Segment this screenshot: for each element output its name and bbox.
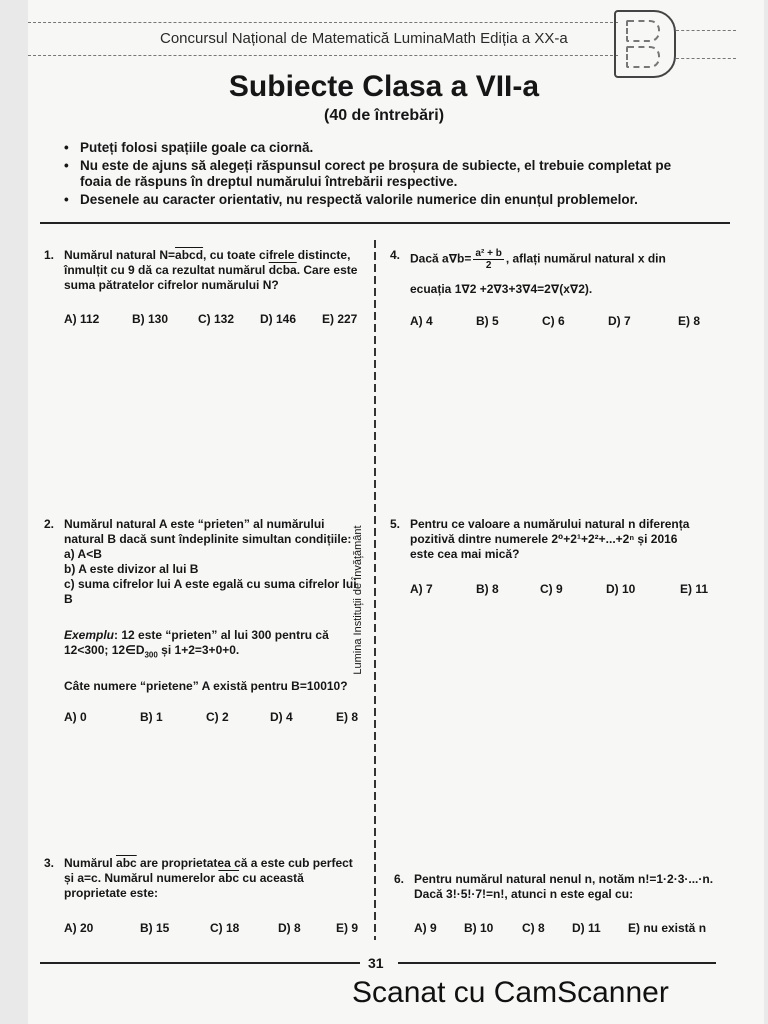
answer-option[interactable]: A) 7: [410, 582, 433, 596]
answer-option[interactable]: D) 7: [608, 314, 631, 328]
answer-option[interactable]: D) 4: [270, 710, 293, 724]
question-text: Numărul natural N=: [64, 248, 176, 262]
answer-option[interactable]: C) 132: [198, 312, 235, 326]
answer-option[interactable]: C) 18: [210, 921, 240, 935]
page-number: 31: [368, 955, 384, 971]
answer-option[interactable]: B) 15: [140, 921, 170, 935]
answer-option[interactable]: D) 8: [278, 921, 301, 935]
question-3: [44, 856, 364, 901]
fraction-denominator: 2: [485, 260, 492, 271]
column-divider: [374, 240, 376, 940]
header-right-rule-2: [676, 58, 736, 59]
question-text: Dacă 3!·5!·7!=n!, atunci n este egal cu:: [414, 887, 634, 901]
answer-option[interactable]: C) 9: [540, 582, 563, 596]
answer-option[interactable]: E) 227: [322, 312, 358, 326]
answer-option[interactable]: B) 8: [476, 582, 499, 596]
overlined-number: $\overline{abc}$: [116, 856, 137, 870]
question-5: [390, 517, 710, 562]
answer-option[interactable]: A) 9: [414, 921, 437, 935]
answer-options-q6: [414, 921, 714, 937]
footer-rule-left: [40, 962, 360, 964]
answer-option[interactable]: E) 8: [336, 710, 359, 724]
footer-rule-right: [398, 962, 716, 964]
example-text: : 12 este “prieten” al lui 300 pentru că 12<300; 12∈D: [64, 628, 329, 657]
question-1: [44, 248, 364, 293]
answer-options-q3: [64, 921, 364, 937]
rule-item: • Nu este de ajuns să alegeți răspunsul corect pe broșura de subiecte, el trebuie completat pe foaia de răspuns în dreptul numărului întrebării respective.: [64, 158, 704, 190]
question-2-example: [64, 628, 364, 662]
condition-c: c) suma cifrelor lui A este egală cu suma cifrelor lui B: [64, 577, 357, 606]
rule-item: • Desenele au caracter orientativ, nu respectă valorile numerice din enunțul problemelor.: [64, 192, 704, 208]
answer-option[interactable]: E) nu există n: [628, 921, 707, 935]
question-text: Pentru ce valoare a numărului natural n diferența: [410, 517, 690, 531]
scanner-watermark: Scanat cu CamScanner: [352, 976, 669, 1009]
question-text: . Care este suma pătratelor cifrelor numărului N?: [64, 263, 358, 292]
answer-option[interactable]: E) 11: [680, 582, 709, 596]
question-number: 5.: [390, 517, 401, 531]
answer-options-q4: [410, 314, 710, 330]
answer-option[interactable]: A) 4: [410, 314, 433, 328]
question-text: Numărul: [64, 856, 117, 870]
page-title: Subiecte Clasa a VII-a: [228, 70, 540, 103]
answer-options-q2: [64, 710, 364, 726]
question-text: pozitivă dintre numerele 2⁰+2¹+2²+...+2ⁿ și 2016: [410, 532, 678, 546]
question-2: [44, 517, 364, 607]
answer-option[interactable]: D) 11: [572, 921, 601, 935]
answer-option[interactable]: B) 5: [476, 314, 499, 328]
header-right-rule: [676, 30, 736, 31]
answer-option[interactable]: C) 8: [522, 921, 545, 935]
answer-option[interactable]: B) 10: [464, 921, 494, 935]
question-text: este cea mai mică?: [410, 547, 520, 561]
example-text: și 1+2=3+0+0.: [157, 643, 240, 657]
question-text: , aflați numărul natural x din: [505, 251, 666, 266]
question-number: 4.: [390, 248, 401, 262]
answer-option[interactable]: A) 20: [64, 921, 94, 935]
question-number: 3.: [44, 856, 55, 870]
question-text: cu această proprietate este:: [64, 871, 304, 900]
fraction: [473, 248, 503, 271]
question-text: , cu toate cifrele distincte, înmulțit cu 9 dă ca rezultat numărul: [64, 248, 351, 277]
answer-option[interactable]: A) 0: [64, 710, 87, 724]
question-text: Numărul natural A este “prieten” al numărului natural B dacă sunt îndeplinite simultan condițiile:: [64, 517, 352, 546]
answer-option[interactable]: E) 9: [336, 921, 359, 935]
question-4: [390, 248, 710, 271]
question-text: are proprietatea că a este cub perfect și a=c. Numărul numerelor: [64, 856, 353, 885]
rules-list: [64, 140, 704, 210]
condition-a: a) A<B: [64, 547, 102, 561]
divisor-subscript: 300: [144, 650, 158, 660]
question-text: Pentru numărul natural nenul n, notăm n!=1·2·3·...·n.: [414, 872, 714, 886]
question-text: Dacă a∇b=: [410, 251, 472, 266]
answer-option[interactable]: D) 10: [606, 582, 636, 596]
condition-b: b) A este divizor al lui B: [64, 562, 199, 576]
section-b-logo: [614, 10, 676, 78]
question-6: [394, 872, 714, 902]
publisher-side-label: Lumina Instituții de Învățământ: [352, 525, 364, 675]
overlined-number: $\overline{abc}$: [218, 871, 240, 885]
fraction-numerator: a² + b: [475, 248, 502, 259]
answer-option[interactable]: A) 112: [64, 312, 100, 326]
section-divider: [40, 222, 730, 224]
contest-title: Concursul Național de Matematică LuminaMath Ediția a XX-a: [160, 30, 568, 47]
question-number: 6.: [394, 872, 405, 886]
answer-option[interactable]: C) 6: [542, 314, 565, 328]
rule-item: • Puteți folosi spațiile goale ca ciornă.: [64, 140, 704, 156]
question-2-ask: Câte numere “prietene” A există pentru B=10010?: [64, 679, 348, 693]
question-number: 1.: [44, 248, 55, 262]
question-number: 2.: [44, 517, 55, 531]
answer-option[interactable]: E) 8: [678, 314, 701, 328]
header-bottom-rule: [28, 55, 618, 56]
question-4-line2: ecuația 1∇2 +2∇3+3∇4=2∇(x∇2).: [410, 282, 593, 296]
answer-options-q5: [410, 582, 710, 598]
overlined-number: dcba: [268, 263, 297, 277]
answer-option[interactable]: B) 130: [132, 312, 169, 326]
answer-option[interactable]: B) 1: [140, 710, 163, 724]
answer-option[interactable]: D) 146: [260, 312, 297, 326]
page-subtitle: (40 de întrebări): [323, 107, 445, 124]
header-top-rule: [28, 22, 618, 23]
overlined-number: abcd: [175, 248, 204, 262]
example-label: Exemplu: [64, 628, 115, 642]
answer-option[interactable]: C) 2: [206, 710, 229, 724]
answer-options-q1: [64, 312, 364, 328]
